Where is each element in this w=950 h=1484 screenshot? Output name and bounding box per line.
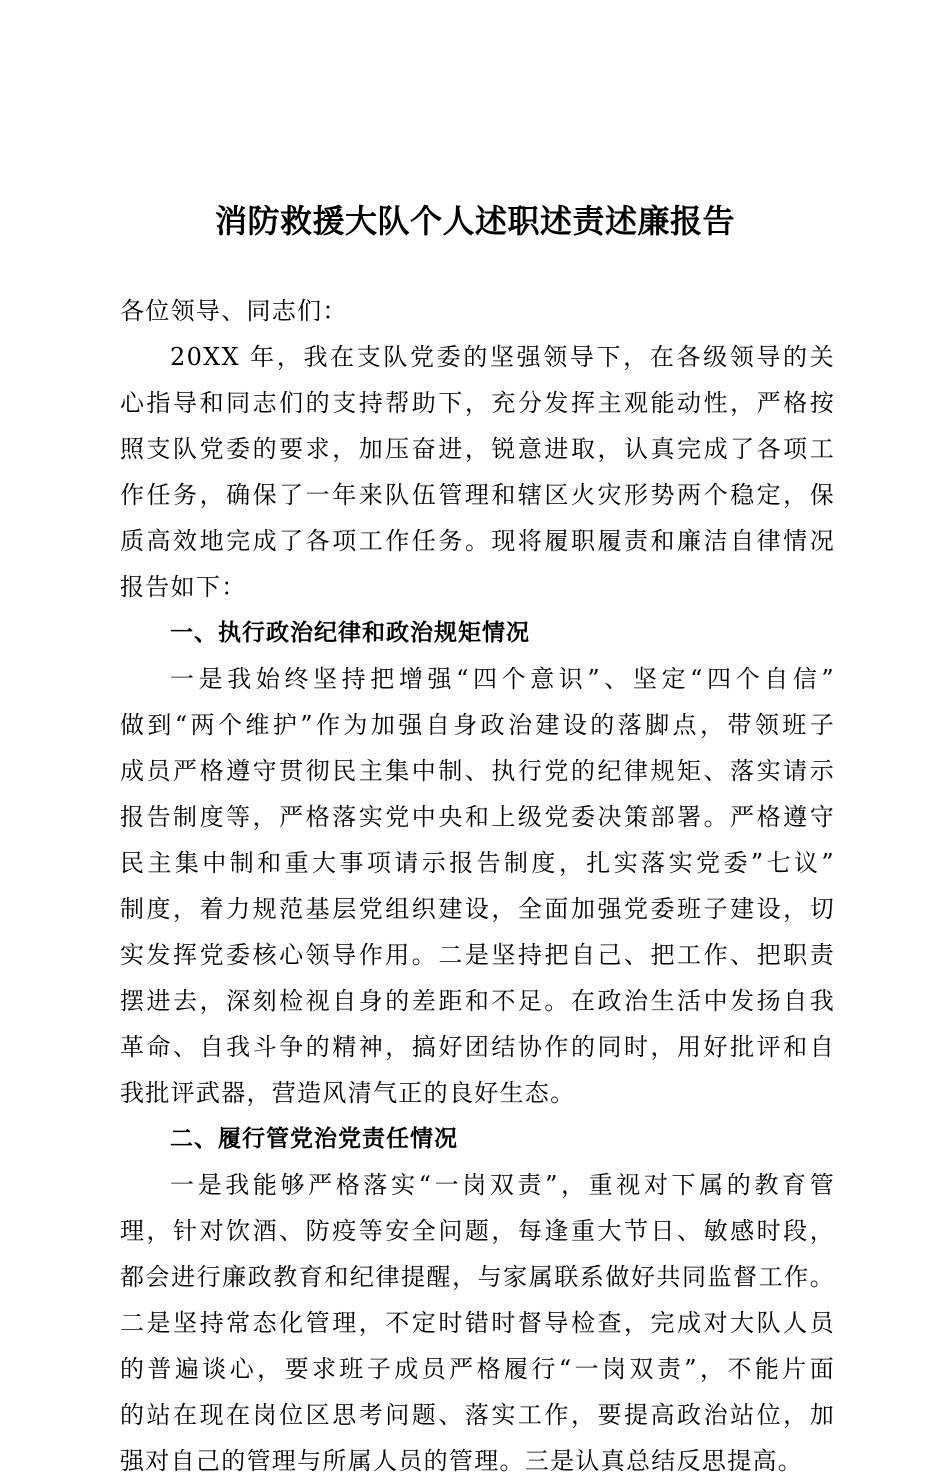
text-line: 质高效地完成了各项工作任务。现将履职履责和廉洁自律情况 [120, 527, 835, 555]
document-title: 消防救援大队个人述职述责述廉报告 [214, 202, 735, 240]
text-line: 的普遍谈心，要求班子成员严格履行“一岗双责”，不能片面 [120, 1355, 835, 1383]
text-line: 的站在现在岗位区思考问题、落实工作，要提高政治站位，加 [120, 1401, 835, 1429]
text-line: 都会进行廉政教育和纪律提醒，与家属联系做好共同监督工作。 [120, 1263, 835, 1291]
text-line: 一是我始终坚持把增强“四个意识”、坚定“四个自信” [170, 665, 835, 693]
text-line: 作任务，确保了一年来队伍管理和辖区火灾形势两个稳定，保 [120, 481, 835, 509]
text-line: 做到“两个维护”作为加强自身政治建设的落脚点，带领班子 [120, 711, 835, 739]
greeting: 各位领导、同志们： [120, 297, 348, 325]
text-line: 实发挥党委核心领导作用。二是坚持把自己、把工作、把职责 [120, 941, 835, 969]
text-line: 我批评武器，营造风清气正的良好生态。 [120, 1079, 576, 1107]
section-heading: 二、履行管党治党责任情况 [170, 1126, 458, 1152]
text-line: 制度，着力规范基层党组织建设，全面加强党委班子建设，切 [120, 895, 835, 923]
text-line: 一是我能够严格落实“一岗双责”，重视对下属的教育管 [170, 1171, 835, 1199]
text-line: 革命、自我斗争的精神，搞好团结协作的同时，用好批评和自 [120, 1033, 835, 1061]
text-line: 照支队党委的要求，加压奋进，锐意进取，认真完成了各项工 [120, 435, 835, 463]
text-line: 报告制度等，严格落实党中央和上级党委决策部署。严格遵守 [120, 803, 835, 831]
section-heading: 一、执行政治纪律和政治规矩情况 [170, 620, 530, 646]
intro-paragraph [120, 334, 835, 610]
text-line: 20XX 年，我在支队党委的坚强领导下，在各级领导的关 [170, 343, 835, 371]
section-2 [120, 1116, 835, 1484]
text-line: 成员严格遵守贯彻民主集中制、执行党的纪律规矩、落实请示 [120, 757, 835, 785]
text-line: 强对自己的管理与所属人员的管理。三是认真总结反思提高。 [120, 1447, 804, 1475]
text-line: 民主集中制和重大事项请示报告制度，扎实落实党委”七议” [120, 849, 835, 877]
text-line: 二是坚持常态化管理，不定时错时督导检查，完成对大队人员 [120, 1309, 835, 1337]
text-line: 心指导和同志们的支持帮助下，充分发挥主观能动性，严格按 [120, 389, 835, 417]
text-line: 摆进去，深刻检视自身的差距和不足。在政治生活中发扬自我 [120, 987, 835, 1015]
document-body [120, 288, 835, 1484]
text-line: 理，针对饮酒、防疫等安全问题，每逢重大节日、敏感时段， [120, 1217, 835, 1245]
text-line: 报告如下： [120, 573, 247, 601]
section-1 [120, 610, 835, 1116]
